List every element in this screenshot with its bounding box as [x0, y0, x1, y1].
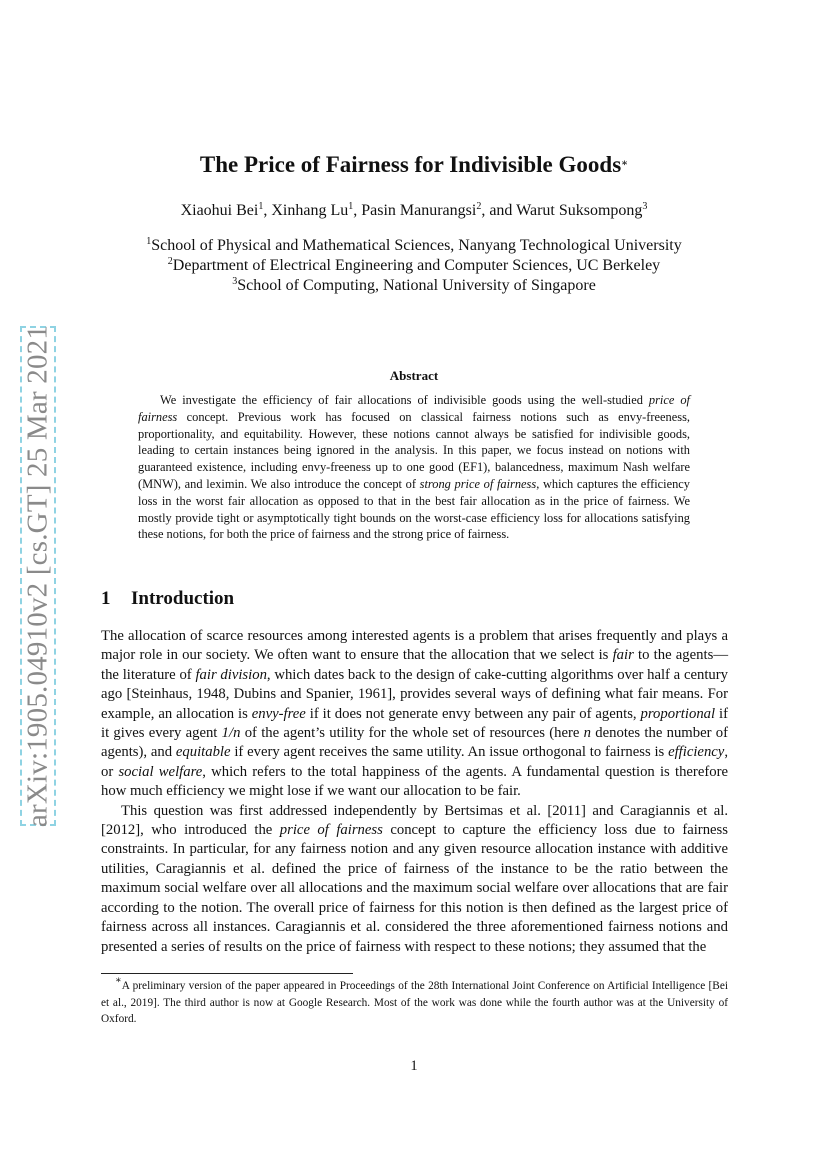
text-run: if it does not generate envy between any pair of agents, — [305, 705, 641, 722]
author-name: Xinhang Lu — [271, 202, 349, 219]
emphasized-text: equitable — [175, 744, 231, 761]
author-list — [0, 202, 828, 220]
emphasized-text: price of fairness — [279, 822, 383, 839]
affiliation-mark: 2 — [167, 256, 173, 267]
emphasized-text: envy-free — [251, 705, 306, 722]
affiliation — [0, 276, 828, 296]
section-number: 1 — [101, 588, 111, 609]
affiliation-text: School of Physical and Mathematical Sciences, Nanyang Technological University — [151, 237, 682, 254]
emphasized-text: efficiency — [668, 744, 725, 761]
affiliation-list — [0, 236, 828, 296]
emphasized-text: 1/n — [221, 725, 241, 742]
emphasized-text: proportional — [640, 705, 716, 722]
body-paragraph — [101, 627, 728, 802]
emphasized-text: fair division — [195, 666, 267, 683]
arxiv-identifier: arXiv:1905.04910v2 [cs.GT] 25 Mar 2021 — [21, 324, 54, 828]
footnote — [101, 975, 728, 1028]
author-affiliation-mark: 3 — [642, 201, 648, 212]
affiliation-mark: 1 — [146, 236, 152, 247]
section-heading — [101, 588, 234, 610]
affiliation-text: School of Computing, National University of Singapore — [237, 277, 596, 294]
affiliation — [0, 256, 828, 276]
text-run: We investigate the efficiency of fair allocations of indivisible goods using the well-studied — [160, 393, 649, 407]
author-name: Warut Suksompong — [516, 202, 643, 219]
text-run: concept. Previous work has focused on classical fairness notions such as envy-freeness, proportionality, and equitability. However, these notions cannot always be satisfied for indivisible goods, leading to certain instances being ignored in the analysis. In this paper, we focus instead on notions with guaranteed existence, including envy-freeness up to one good (EF1), balancedness, maximum Nash welfare (MNW), and leximin. We also introduce the concept of — [138, 409, 690, 491]
text-run: denotes the number of agents), and — [101, 725, 728, 761]
author-name: Xiaohui Bei — [180, 202, 259, 219]
emphasized-text: price of fairness — [138, 393, 690, 424]
footnote-mark: ∗ — [115, 975, 122, 986]
text-run: if every agent receives the same utility. An issue orthogonal to fairness is — [230, 744, 669, 761]
text-run: , which refers to the total happiness of the agents. A fundamental question is therefore how much efficiency we might lose if we want our allocation to be fair. — [101, 763, 728, 800]
author-separator: , — [263, 202, 272, 219]
title-text: The Price of Fairness for Indivisible Goods — [199, 152, 622, 177]
emphasized-text: social welfare — [118, 763, 203, 780]
author-affiliation-mark: 1 — [348, 201, 354, 212]
text-run: This question was first addressed independently by Bertsimas et al. [2011] and Caragiannis et al. [2012], who introduced the — [101, 802, 728, 839]
emphasized-text: strong price of fairness — [419, 476, 537, 491]
body-paragraph — [101, 802, 728, 957]
affiliation — [0, 236, 828, 256]
page-number: 1 — [410, 1058, 418, 1074]
section-title: Introduction — [131, 588, 235, 609]
text-run: , which captures the efficiency loss in the worst fair allocation as opposed to that in the best fair allocation as in the price of fairness. We mostly provide tight or asymptotically tight bounds on the worst-case efficiency loss for allocations satisfying these notions, for both the price of fairness and the strong price of fairness. — [138, 476, 690, 542]
text-run: , which dates back to the design of cake-cutting algorithms over half a century ago [Steinhaus, 1948, Dubins and Spanier, 1961], provides several ways of defining what fair means. For example, an allocation is — [101, 666, 728, 722]
text-run: , or — [101, 744, 728, 780]
footnote-rule — [101, 973, 353, 974]
author-separator: , — [353, 202, 362, 219]
author-affiliation-mark: 2 — [476, 201, 482, 212]
emphasized-text: n — [583, 725, 591, 742]
text-run: The allocation of scarce resources among interested agents is a problem that arises frequently and plays a major role in our society. We often want to ensure that the allocation that we select is — [101, 628, 728, 664]
affiliation-mark: 3 — [232, 276, 238, 287]
text-run: of the agent’s utility for the whole set of resources (here — [240, 725, 584, 742]
abstract-heading: Abstract — [389, 368, 439, 383]
paper-title — [0, 152, 828, 178]
affiliation-text: Department of Electrical Engineering and Computer Sciences, UC Berkeley — [172, 257, 661, 274]
text-run: if it gives every agent — [101, 705, 728, 742]
author-separator: , and — [481, 202, 517, 219]
text-run: to the agents—the literature of — [101, 647, 729, 683]
author-name: Pasin Manurangsi — [361, 202, 477, 219]
abstract-body — [138, 392, 690, 543]
footnote-text: A preliminary version of the paper appeared in Proceedings of the 28th International Joint Conference on Artificial Intelligence [Bei et al., 2019]. The third author is now at Google Research. Most of the work was done while the fourth author was at the University of Oxford. — [101, 980, 728, 1025]
text-run: concept to capture the efficiency loss due to fairness constraints. In particular, for any fairness notion and any given resource allocation instance with additive utilities, Caragiannis et al. defined the price of fairness of the instance to be the ratio between the maximum social welfare over all allocations and the maximum social welfare over allocations that are fair according to the notion. The overall price of fairness for this notion is then defined as the largest price of fairness across all instances. Caragiannis et al. considered the three aforementioned fairness notions and presented a series of results on the price of fairness with respect to these notions; they assumed that the — [101, 822, 728, 955]
body-text — [101, 627, 728, 957]
author-affiliation-mark: 1 — [258, 201, 264, 212]
title-footnote-mark: ∗ — [621, 158, 629, 169]
emphasized-text: fair — [612, 647, 634, 664]
